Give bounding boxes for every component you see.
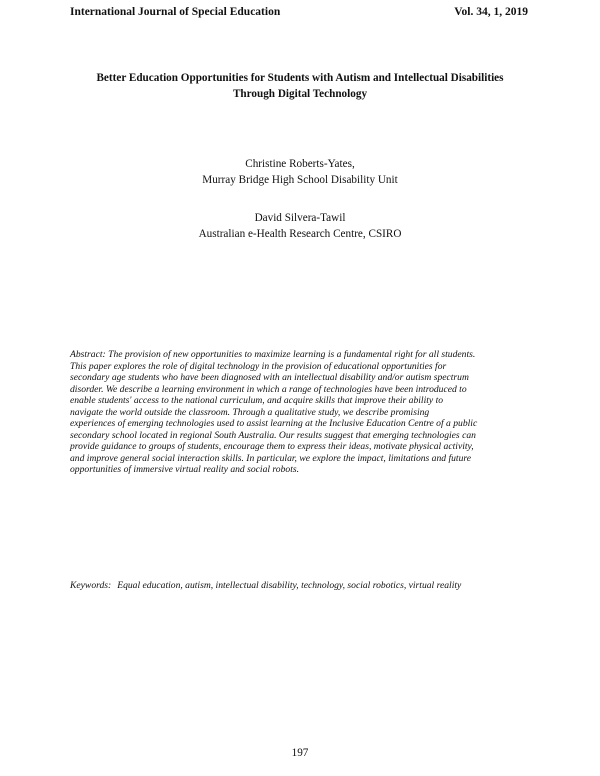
keywords-label: Keywords: xyxy=(70,580,112,591)
volume-info: Vol. 34, 1, 2019 xyxy=(454,6,528,18)
page-number: 197 xyxy=(291,747,309,759)
abstract xyxy=(70,349,528,476)
title-line: Better Education Opportunities for Students with Autism and Intellectual Disabilities xyxy=(96,72,504,84)
keywords xyxy=(70,580,528,592)
abstract-line: experiences of emerging technologies used to assist learning at the Inclusive Education Centre of a public xyxy=(70,418,478,430)
abstract-line: enable students' access to the national curriculum, and acquire skills that improve their ability to xyxy=(70,395,444,407)
author-block xyxy=(60,156,540,188)
abstract-line: navigate the world outside the classroom. Through a qualitative study, we describe promising xyxy=(70,406,430,418)
abstract-line: secondary age students who have been diagnosed with an intellectual disability and/or autism spectrum xyxy=(70,372,469,384)
author-name: David Silvera-Tawil xyxy=(254,212,346,224)
abstract-line: disorder. We describe a learning environment in which a range of technologies have been introduced to xyxy=(70,383,467,395)
author-name: Christine Roberts-Yates, xyxy=(245,158,355,170)
author-block xyxy=(60,210,540,242)
journal-name: International Journal of Special Education xyxy=(70,6,281,18)
abstract-line: provide guidance to groups of students, encourage them to express their ideas, motivate physical activity, xyxy=(70,441,474,453)
keywords-text: Equal education, autism, intellectual disability, technology, social robotics, virtual reality xyxy=(117,580,462,591)
author-affiliation: Australian e-Health Research Centre, CSIRO xyxy=(198,228,402,240)
author-affiliation: Murray Bridge High School Disability Unit xyxy=(202,174,398,186)
abstract-line: This paper explores the role of digital technology in the provision of educational opportunities for xyxy=(70,360,447,372)
running-header xyxy=(70,6,528,22)
abstract-line: Abstract: The provision of new opportunities to maximize learning is a fundamental right for all students. xyxy=(70,349,476,360)
abstract-line: opportunities of immersive virtual reality and social robots. xyxy=(70,464,299,476)
abstract-line: secondary school located in regional South Australia. Our results suggest that emerging technologies can xyxy=(70,429,476,441)
title-line: Through Digital Technology xyxy=(232,88,368,100)
paper-title xyxy=(40,70,560,102)
abstract-line: and improve general social interaction skills. In particular, we explore the impact, limitations and future xyxy=(70,452,472,464)
